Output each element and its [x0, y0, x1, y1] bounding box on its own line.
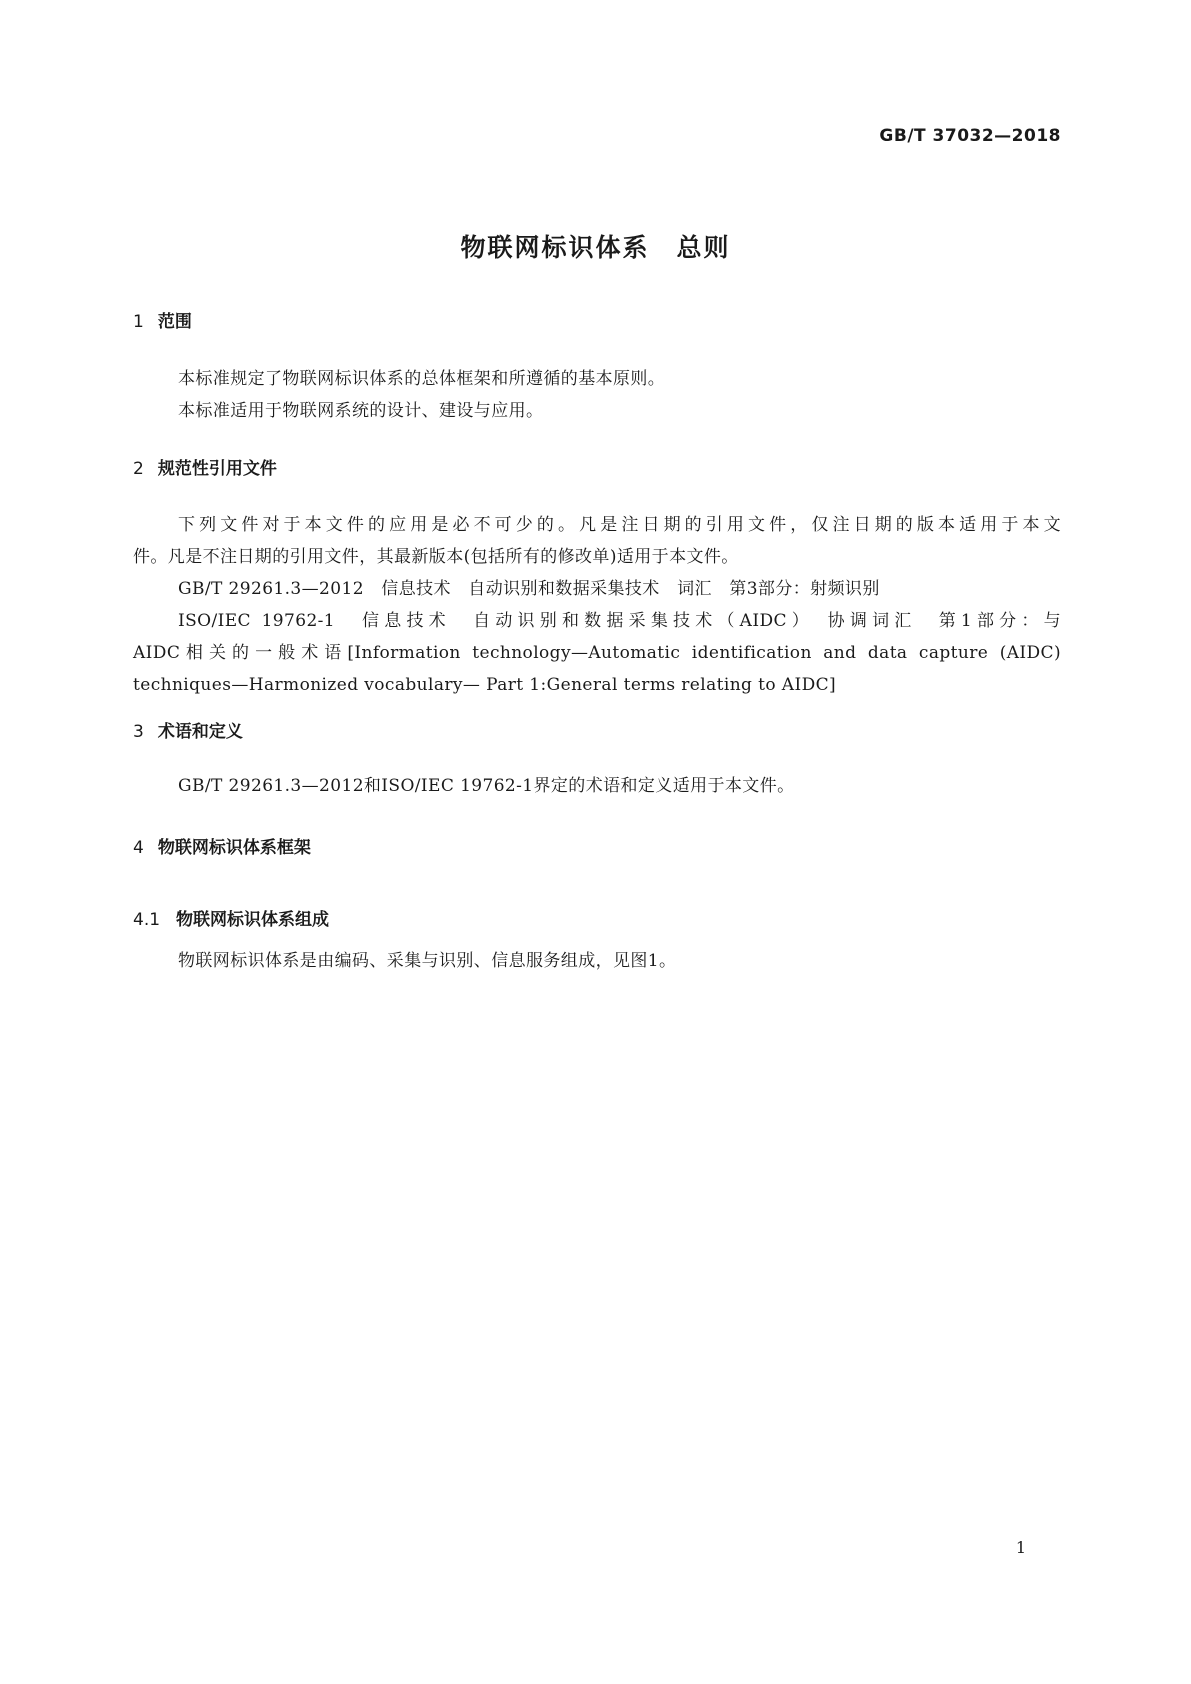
section-number: 2 [133, 459, 144, 479]
reference-item-continuation: AIDC相关的一般术语[Information technology—Automatic identification and data capture (AIDC) [133, 643, 1061, 663]
section-1-heading [133, 307, 192, 332]
section-title: 物联网标识体系组成 [176, 910, 330, 930]
section-title: 规范性引用文件 [157, 459, 277, 479]
paragraph: 物联网标识体系是由编码、采集与识别、信息服务组成，见图1。 [178, 951, 677, 971]
intro-line: 下列文件对于本文件的应用是必不可少的。凡是注日期的引用文件，仅注日期的版本适用于本文 [178, 515, 1061, 535]
intro-line: 件。凡是不注日期的引用文件，其最新版本(包括所有的修改单)适用于本文件。 [133, 547, 739, 567]
section-4-1-heading [133, 905, 329, 930]
section-title: 范围 [157, 312, 192, 332]
document-title: 物联网标识体系 总则 [460, 233, 731, 262]
section-1-body [133, 363, 1061, 427]
reference-item-continuation: techniques—Harmonized vocabulary— Part 1:General terms relating to AIDC] [133, 675, 837, 695]
page-number: 1 [1015, 1538, 1026, 1557]
reference-item: GB/T 29261.3—2012 信息技术 自动识别和数据采集技术 词汇 第3部分：射频识别 [178, 579, 880, 599]
standard-number: GB/T 37032—2018 [879, 126, 1061, 146]
paragraph: 本标准适用于物联网系统的设计、建设与应用。 [178, 401, 544, 421]
section-3-heading [133, 717, 243, 742]
reference-item: ISO/IEC 19762-1 信息技术 自动识别和数据采集技术（AIDC） 协调词汇 第1部分：与 [178, 611, 1061, 631]
section-4-1-body [133, 945, 1061, 977]
section-title: 物联网标识体系框架 [157, 838, 311, 858]
section-number: 3 [133, 722, 144, 742]
section-3-body [133, 770, 1061, 802]
section-number: 1 [133, 312, 144, 332]
section-2-heading [133, 454, 277, 479]
section-number: 4 [133, 838, 144, 858]
section-number: 4.1 [133, 910, 161, 930]
section-4-heading [133, 833, 311, 858]
section-2-body [133, 509, 1061, 701]
paragraph: GB/T 29261.3—2012和ISO/IEC 19762-1界定的术语和定义适用于本文件。 [178, 776, 795, 796]
section-title: 术语和定义 [157, 722, 243, 742]
paragraph: 本标准规定了物联网标识体系的总体框架和所遵循的基本原则。 [178, 369, 666, 389]
